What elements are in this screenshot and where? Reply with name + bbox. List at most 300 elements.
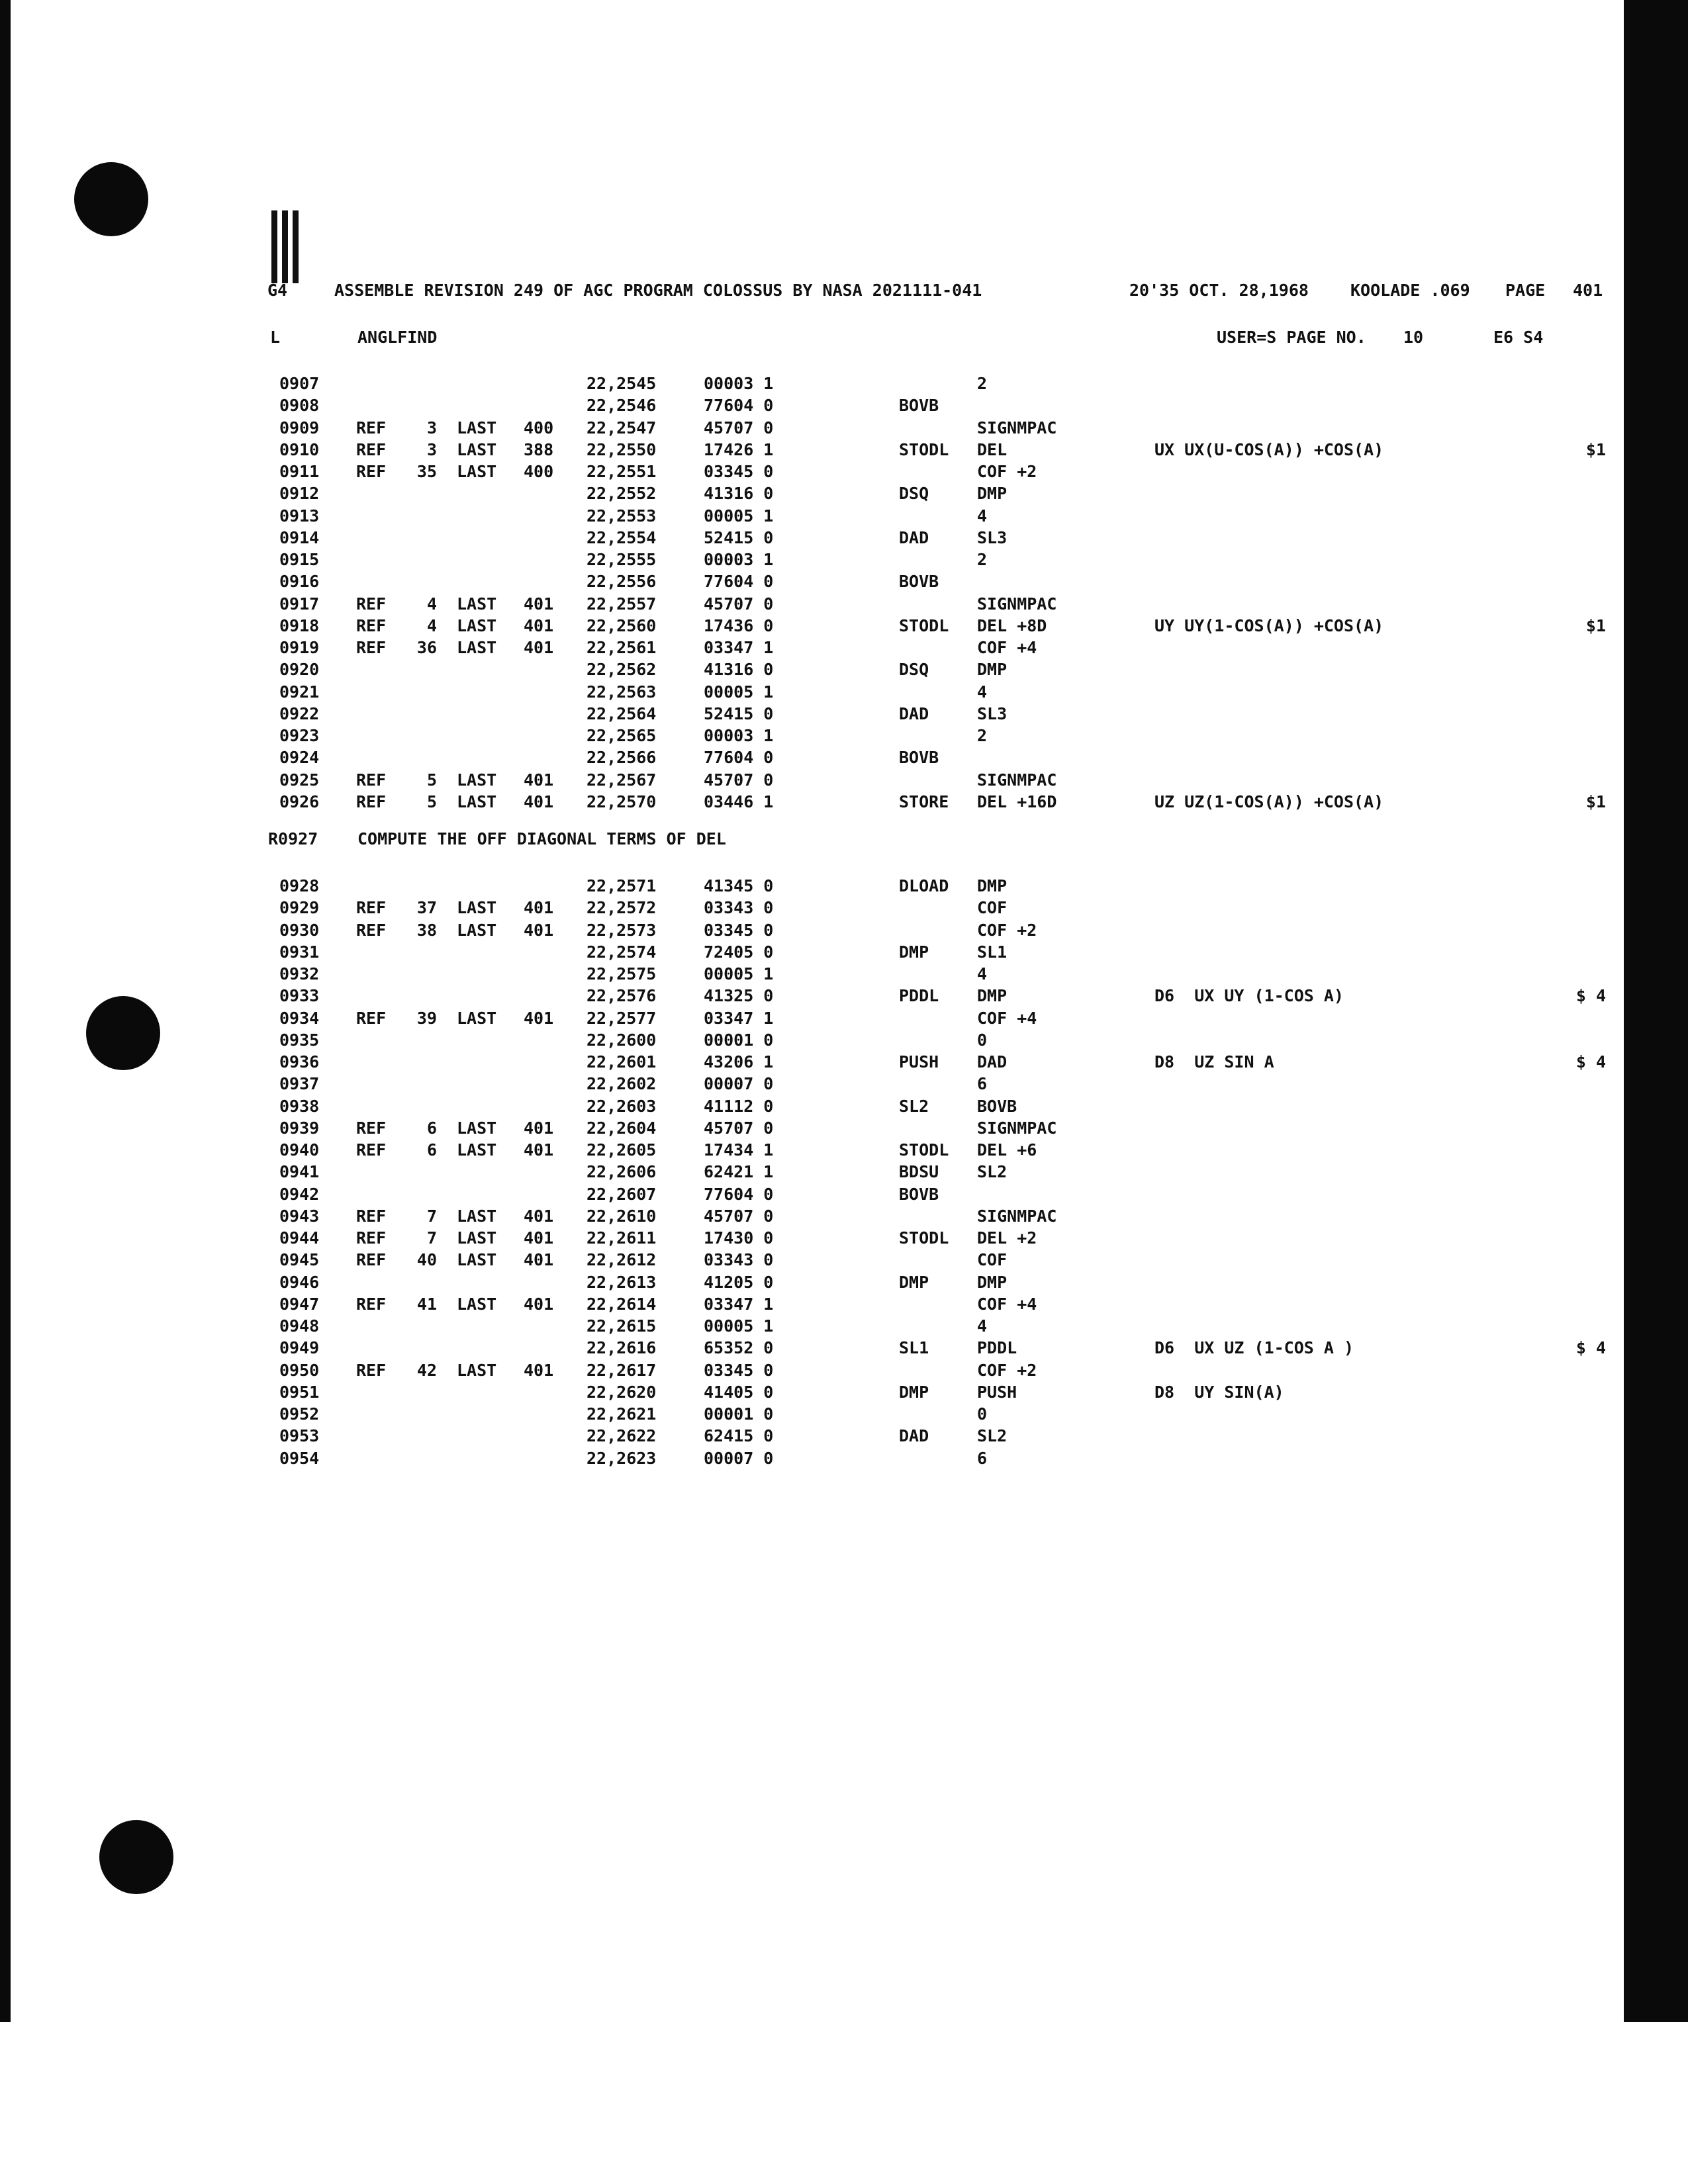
listing-row	[0, 594, 1688, 616]
ref-label: REF	[356, 1228, 387, 1248]
address: 22,2614	[586, 1294, 657, 1314]
seq-number: 0946	[279, 1272, 320, 1292]
octal-word: 00003 1	[704, 550, 774, 569]
ref-count: 4	[426, 594, 437, 614]
opcode: DSQ	[899, 484, 929, 504]
ref-count: 40	[416, 1250, 437, 1270]
address: 22,2577	[586, 1008, 657, 1028]
address: 22,2551	[586, 462, 657, 481]
opcode: BOVB	[899, 396, 939, 416]
address: 22,2567	[586, 770, 657, 790]
listing-row	[0, 876, 1688, 898]
octal-word: 00005 1	[704, 1316, 774, 1336]
seq-number: 0953	[279, 1426, 320, 1446]
seq-number: 0923	[279, 726, 320, 745]
operand: 0	[977, 1030, 988, 1050]
last-label: LAST	[457, 462, 497, 481]
last-page: 401	[524, 1206, 554, 1226]
ref-label: REF	[356, 615, 387, 635]
registration-marks	[267, 210, 307, 290]
listing-row	[0, 660, 1688, 682]
operand: 2	[977, 550, 988, 569]
listing-row	[0, 1030, 1688, 1052]
seq-number: 0941	[279, 1162, 320, 1182]
seq-number: 0947	[279, 1294, 320, 1314]
last-label: LAST	[457, 1206, 497, 1226]
ref-label: REF	[356, 462, 387, 481]
operand: SL2	[977, 1162, 1008, 1182]
listing-row	[0, 1250, 1688, 1272]
octal-word: 00005 1	[704, 506, 774, 525]
address: 22,2566	[586, 748, 657, 768]
ref-count: 37	[416, 898, 437, 918]
address: 22,2606	[586, 1162, 657, 1182]
seq-number: 0954	[279, 1448, 320, 1468]
seq-number: 0913	[279, 506, 320, 525]
octal-word: 62415 0	[704, 1426, 774, 1446]
address: 22,2605	[586, 1140, 657, 1160]
address: 22,2621	[586, 1404, 657, 1424]
comment: D6 UX UY (1-COS A)	[1154, 986, 1344, 1006]
opcode: DLOAD	[899, 876, 949, 895]
seq-number: 0944	[279, 1228, 320, 1248]
last-label: LAST	[457, 439, 497, 459]
address: 22,2547	[586, 418, 657, 437]
seq-number: 0928	[279, 876, 320, 895]
operand: SIGNMPAC	[977, 1206, 1057, 1226]
ref-count: 39	[416, 1008, 437, 1028]
listing-row	[0, 986, 1688, 1008]
octal-word: 17426 1	[704, 439, 774, 459]
operand: SL1	[977, 942, 1008, 962]
address: 22,2611	[586, 1228, 657, 1248]
listing-row	[0, 1449, 1688, 1471]
operand: DMP	[977, 1272, 1008, 1292]
seq-number: 0924	[279, 748, 320, 768]
ref-label: REF	[356, 1118, 387, 1138]
flag: $1	[1585, 439, 1606, 459]
remark-seq: R0927	[268, 829, 318, 848]
opcode: PUSH	[899, 1052, 939, 1071]
comment: UY UY(1-COS(A)) +COS(A)	[1154, 615, 1384, 635]
seq-number: 0934	[279, 1008, 320, 1028]
octal-word: 45707 0	[704, 418, 774, 437]
listing-row	[0, 1426, 1688, 1448]
ref-label: REF	[356, 1008, 387, 1028]
address: 22,2603	[586, 1096, 657, 1116]
opcode: DAD	[899, 1426, 929, 1446]
octal-word: 03343 0	[704, 1250, 774, 1270]
octal-word: 00007 0	[704, 1074, 774, 1094]
seq-number: 0943	[279, 1206, 320, 1226]
address: 22,2546	[586, 396, 657, 416]
comment: D6 UX UZ (1-COS A )	[1154, 1338, 1354, 1358]
address: 22,2574	[586, 942, 657, 962]
operand: PDDL	[977, 1338, 1017, 1358]
octal-word: 03345 0	[704, 920, 774, 940]
listing-row	[0, 1361, 1688, 1383]
ref-count: 7	[426, 1206, 437, 1226]
ref-count: 3	[426, 439, 437, 459]
listing-row	[0, 550, 1688, 572]
user-page-label: USER=S PAGE NO.	[1217, 328, 1366, 347]
operand: DMP	[977, 876, 1008, 895]
listing-title: ASSEMBLE REVISION 249 OF AGC PROGRAM COLOSSUS BY NASA 2021111-041	[334, 281, 982, 300]
opcode: DSQ	[899, 660, 929, 680]
address: 22,2550	[586, 439, 657, 459]
last-label: LAST	[457, 638, 497, 657]
operand: DMP	[977, 986, 1008, 1006]
last-page: 401	[524, 615, 554, 635]
address: 22,2576	[586, 986, 657, 1006]
seq-number: 0907	[279, 374, 320, 393]
listing-row	[0, 572, 1688, 594]
seq-number: 0919	[279, 638, 320, 657]
seq-number: 0933	[279, 986, 320, 1006]
last-page: 401	[524, 1008, 554, 1028]
address: 22,2617	[586, 1360, 657, 1380]
address: 22,2607	[586, 1184, 657, 1204]
octal-word: 52415 0	[704, 527, 774, 547]
address: 22,2565	[586, 726, 657, 745]
operand: SL3	[977, 527, 1008, 547]
seq-number: 0911	[279, 462, 320, 481]
last-page: 401	[524, 1228, 554, 1248]
seq-number: 0914	[279, 527, 320, 547]
comment: D8 UZ SIN A	[1154, 1052, 1274, 1071]
address: 22,2545	[586, 374, 657, 393]
operand: COF +2	[977, 920, 1037, 940]
operand: DMP	[977, 484, 1008, 504]
listing-row	[0, 1404, 1688, 1426]
seq-number: 0951	[279, 1382, 320, 1402]
listing-row	[0, 374, 1688, 396]
seq-number: 0912	[279, 484, 320, 504]
listing-row	[0, 1338, 1688, 1360]
seq-number: 0921	[279, 682, 320, 702]
listing-row	[0, 1273, 1688, 1295]
octal-word: 41316 0	[704, 660, 774, 680]
operand: 0	[977, 1404, 988, 1424]
seq-number: 0936	[279, 1052, 320, 1071]
ref-count: 42	[416, 1360, 437, 1380]
octal-word: 41316 0	[704, 484, 774, 504]
operand: COF +4	[977, 1008, 1037, 1028]
ref-count: 38	[416, 920, 437, 940]
listing-row	[0, 726, 1688, 748]
listing-row	[0, 1228, 1688, 1250]
address: 22,2601	[586, 1052, 657, 1071]
octal-word: 00003 1	[704, 726, 774, 745]
octal-word: 77604 0	[704, 1184, 774, 1204]
page-number: 401	[1573, 281, 1603, 300]
opcode: DMP	[899, 942, 929, 962]
octal-word: 45707 0	[704, 594, 774, 614]
opcode: STORE	[899, 792, 949, 811]
operand: BOVB	[977, 1096, 1017, 1116]
address: 22,2563	[586, 682, 657, 702]
address: 22,2572	[586, 898, 657, 918]
page-label: PAGE	[1505, 281, 1546, 300]
octal-word: 00005 1	[704, 682, 774, 702]
comment: UZ UZ(1-COS(A)) +COS(A)	[1154, 792, 1384, 811]
seq-number: 0926	[279, 792, 320, 811]
seq-number: 0909	[279, 418, 320, 437]
operand: SL2	[977, 1426, 1008, 1446]
flag: $ 4	[1575, 1052, 1606, 1071]
ref-label: REF	[356, 1250, 387, 1270]
opcode: DAD	[899, 704, 929, 723]
address: 22,2560	[586, 615, 657, 635]
ref-label: REF	[356, 792, 387, 811]
seq-number: 0917	[279, 594, 320, 614]
last-page: 401	[524, 638, 554, 657]
last-page: 401	[524, 920, 554, 940]
flag: $1	[1585, 615, 1606, 635]
ref-label: REF	[356, 638, 387, 657]
last-page: 401	[524, 1140, 554, 1160]
octal-word: 41345 0	[704, 876, 774, 895]
listing-row	[0, 792, 1688, 814]
operand: 6	[977, 1448, 988, 1468]
listing-row	[0, 1316, 1688, 1338]
octal-word: 45707 0	[704, 1118, 774, 1138]
listing-row	[0, 898, 1688, 920]
last-label: LAST	[457, 920, 497, 940]
seq-number: 0942	[279, 1184, 320, 1204]
last-label: LAST	[457, 770, 497, 790]
last-label: LAST	[457, 898, 497, 918]
last-label: LAST	[457, 418, 497, 437]
header-tag: G4	[267, 281, 288, 300]
listing-row	[0, 1162, 1688, 1184]
listing-row	[0, 1383, 1688, 1404]
address: 22,2564	[586, 704, 657, 723]
listing-row	[0, 1074, 1688, 1096]
listing-row	[0, 1118, 1688, 1140]
last-label: LAST	[457, 615, 497, 635]
octal-word: 00005 1	[704, 964, 774, 983]
operand: 4	[977, 964, 988, 983]
opcode: DMP	[899, 1272, 929, 1292]
opcode: BOVB	[899, 1184, 939, 1204]
user-page-number: 10	[1403, 328, 1424, 347]
opcode: DAD	[899, 527, 929, 547]
address: 22,2623	[586, 1448, 657, 1468]
seq-number: 0929	[279, 898, 320, 918]
listing-row	[0, 418, 1688, 440]
last-page: 401	[524, 1250, 554, 1270]
remark-text: COMPUTE THE OFF DIAGONAL TERMS OF DEL	[357, 829, 726, 848]
opcode: PDDL	[899, 986, 939, 1006]
address: 22,2620	[586, 1382, 657, 1402]
ref-count: 5	[426, 770, 437, 790]
punch-hole-top	[74, 162, 148, 236]
operand: COF	[977, 898, 1008, 918]
last-label: LAST	[457, 1140, 497, 1160]
ref-count: 41	[416, 1294, 437, 1314]
listing-row	[0, 942, 1688, 964]
last-page: 401	[524, 898, 554, 918]
operand: SIGNMPAC	[977, 418, 1057, 437]
seq-number: 0930	[279, 920, 320, 940]
seq-number: 0918	[279, 615, 320, 635]
address: 22,2570	[586, 792, 657, 811]
seq-number: 0948	[279, 1316, 320, 1336]
address: 22,2555	[586, 550, 657, 569]
last-page: 401	[524, 1118, 554, 1138]
octal-word: 03345 0	[704, 1360, 774, 1380]
bank-info: E6 S4	[1493, 328, 1544, 347]
address: 22,2602	[586, 1074, 657, 1094]
operand: DAD	[977, 1052, 1008, 1071]
assembly-timestamp: 20'35 OCT. 28,1968	[1129, 281, 1309, 300]
address: 22,2604	[586, 1118, 657, 1138]
operand: DEL +2	[977, 1228, 1037, 1248]
address: 22,2573	[586, 920, 657, 940]
last-label: LAST	[457, 1228, 497, 1248]
octal-word: 45707 0	[704, 1206, 774, 1226]
octal-word: 41325 0	[704, 986, 774, 1006]
operand: 2	[977, 726, 988, 745]
last-page: 401	[524, 1360, 554, 1380]
seq-number: 0915	[279, 550, 320, 569]
octal-word: 03347 1	[704, 1294, 774, 1314]
address: 22,2616	[586, 1338, 657, 1358]
operand: 2	[977, 374, 988, 393]
operand: SL3	[977, 704, 1008, 723]
operand: DEL	[977, 439, 1008, 459]
routine-name: ANGLFIND	[357, 328, 438, 347]
opcode: STODL	[899, 615, 949, 635]
operand: COF +4	[977, 1294, 1037, 1314]
address: 22,2556	[586, 572, 657, 592]
ref-count: 6	[426, 1140, 437, 1160]
last-label: LAST	[457, 792, 497, 811]
opcode: STODL	[899, 1228, 949, 1248]
address: 22,2557	[586, 594, 657, 614]
octal-word: 41405 0	[704, 1382, 774, 1402]
listing-row	[0, 682, 1688, 704]
address: 22,2610	[586, 1206, 657, 1226]
seq-number: 0949	[279, 1338, 320, 1358]
listing-row	[0, 528, 1688, 550]
octal-word: 77604 0	[704, 748, 774, 768]
ref-count: 36	[416, 638, 437, 657]
seq-number: 0940	[279, 1140, 320, 1160]
comment: D8 UY SIN(A)	[1154, 1382, 1284, 1402]
last-page: 401	[524, 770, 554, 790]
flag: $ 4	[1575, 986, 1606, 1006]
last-label: LAST	[457, 594, 497, 614]
ref-label: REF	[356, 439, 387, 459]
address: 22,2612	[586, 1250, 657, 1270]
seq-number: 0916	[279, 572, 320, 592]
seq-number: 0935	[279, 1030, 320, 1050]
seq-number: 0939	[279, 1118, 320, 1138]
operand: COF	[977, 1250, 1008, 1270]
ref-count: 5	[426, 792, 437, 811]
address: 22,2554	[586, 527, 657, 547]
section-marker: L	[270, 328, 281, 347]
octal-word: 72405 0	[704, 942, 774, 962]
listing-row	[0, 1206, 1688, 1228]
flag: $1	[1585, 792, 1606, 811]
listing-row	[0, 616, 1688, 638]
octal-word: 00003 1	[704, 374, 774, 393]
operand: 4	[977, 682, 988, 702]
operand: 6	[977, 1074, 988, 1094]
ref-label: REF	[356, 770, 387, 790]
address: 22,2615	[586, 1316, 657, 1336]
octal-word: 03347 1	[704, 1008, 774, 1028]
opcode: BOVB	[899, 572, 939, 592]
seq-number: 0931	[279, 942, 320, 962]
listing-row	[0, 1052, 1688, 1074]
operand: 4	[977, 506, 988, 525]
octal-word: 00007 0	[704, 1448, 774, 1468]
seq-number: 0952	[279, 1404, 320, 1424]
octal-word: 00001 0	[704, 1030, 774, 1050]
octal-word: 45707 0	[704, 770, 774, 790]
ref-label: REF	[356, 594, 387, 614]
ref-label: REF	[356, 1206, 387, 1226]
seq-number: 0910	[279, 439, 320, 459]
listing-row	[0, 964, 1688, 986]
octal-word: 17436 0	[704, 615, 774, 635]
octal-word: 77604 0	[704, 572, 774, 592]
address: 22,2571	[586, 876, 657, 895]
octal-word: 00001 0	[704, 1404, 774, 1424]
opcode: STODL	[899, 439, 949, 459]
octal-word: 65352 0	[704, 1338, 774, 1358]
ref-count: 4	[426, 615, 437, 635]
ref-label: REF	[356, 1294, 387, 1314]
octal-word: 62421 1	[704, 1162, 774, 1182]
operand: SIGNMPAC	[977, 770, 1057, 790]
operand: COF +4	[977, 638, 1037, 657]
operand: DEL +6	[977, 1140, 1037, 1160]
octal-word: 52415 0	[704, 704, 774, 723]
opcode: BDSU	[899, 1162, 939, 1182]
opcode: BOVB	[899, 748, 939, 768]
listing-row	[0, 1295, 1688, 1316]
ref-label: REF	[356, 898, 387, 918]
address: 22,2622	[586, 1426, 657, 1446]
operand: COF +2	[977, 462, 1037, 481]
last-label: LAST	[457, 1118, 497, 1138]
listing-row	[0, 396, 1688, 418]
last-page: 400	[524, 462, 554, 481]
address: 22,2600	[586, 1030, 657, 1050]
seq-number: 0908	[279, 396, 320, 416]
opcode: SL1	[899, 1338, 929, 1358]
last-label: LAST	[457, 1008, 497, 1028]
octal-word: 03345 0	[704, 462, 774, 481]
listing-row	[0, 484, 1688, 506]
seq-number: 0937	[279, 1074, 320, 1094]
listing-row	[0, 1009, 1688, 1030]
operand: DEL +8D	[977, 615, 1047, 635]
octal-word: 17430 0	[704, 1228, 774, 1248]
address: 22,2562	[586, 660, 657, 680]
address: 22,2552	[586, 484, 657, 504]
listing-row	[0, 440, 1688, 462]
seq-number: 0945	[279, 1250, 320, 1270]
last-page: 401	[524, 594, 554, 614]
ref-count: 3	[426, 418, 437, 437]
listing-row	[0, 506, 1688, 528]
